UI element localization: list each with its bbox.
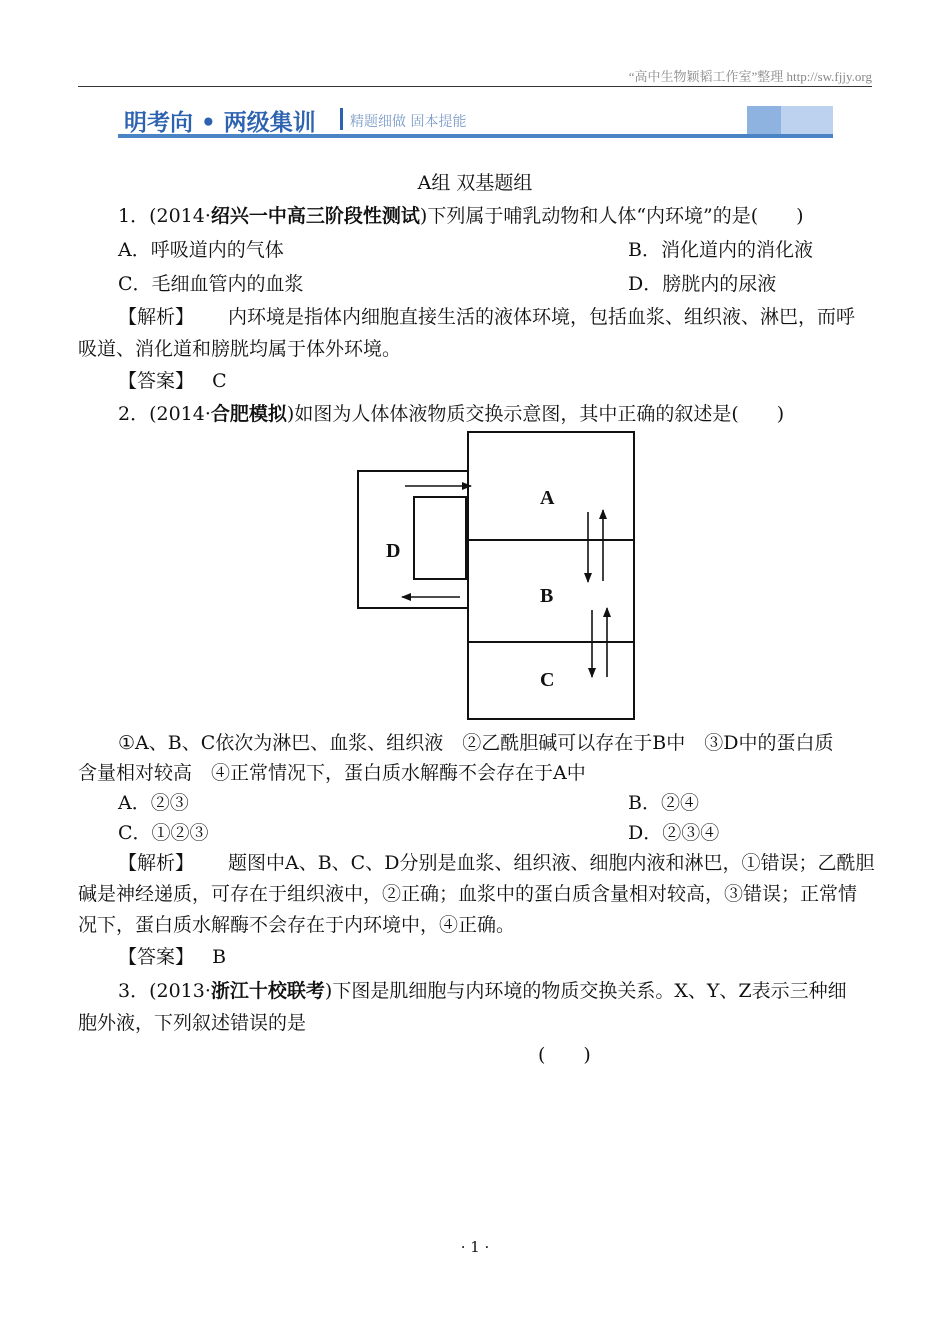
- q2-analysis-label: 【解析】: [118, 852, 195, 874]
- banner-title: 明考向 • 两级集训: [124, 110, 316, 136]
- q2-answer: [118, 942, 226, 969]
- banner-subtitle: 精题细做 固本提能: [350, 114, 467, 130]
- q1-number: 1．: [118, 205, 150, 227]
- q1-option-c: C．毛细血管内的血浆: [118, 273, 304, 295]
- q3-stem-text: )下图是肌细胞与内环境的物质交换关系。X、Y、Z表示三种细: [324, 980, 847, 1002]
- section-title: A组 双基题组: [417, 172, 533, 194]
- q2-stem: [118, 399, 784, 426]
- section-banner: [118, 104, 833, 138]
- q1-analysis-label: 【解析】: [118, 306, 195, 328]
- label-d: D: [386, 540, 401, 562]
- q2-analysis-line1: 题图中A、B、C、D分别是血浆、组织液、细胞内液和淋巴，①错误；乙酰胆: [228, 852, 875, 874]
- label-a: A: [540, 487, 555, 509]
- q3-stem-line2: 胞外液，下列叙述错误的是: [78, 1012, 307, 1034]
- q1-source-open: (2014·: [149, 205, 211, 227]
- banner-block-light: [781, 106, 833, 134]
- page-number: · 1 ·: [460, 1238, 490, 1256]
- q2-answer-value: B: [212, 946, 227, 968]
- q2-source-open: (2014·: [149, 403, 211, 425]
- banner-block-dark: [747, 106, 781, 134]
- q1-source-name: 绍兴一中高三阶段性测试: [210, 205, 420, 227]
- q2-option-a: A．②③: [118, 792, 189, 814]
- q1-stem: [118, 201, 804, 228]
- lymph-vessel-box: [414, 497, 466, 579]
- q1-answer-value: C: [212, 370, 227, 392]
- body-fluid-diagram: [340, 425, 650, 725]
- q2-option-c: C．①②③: [118, 822, 209, 844]
- q1-answer-label: 【答案】: [118, 370, 195, 392]
- q2-number: 2．: [118, 403, 150, 425]
- q1-option-d: D．膀胱内的尿液: [628, 273, 777, 295]
- q1-analysis-line1: 内环境是指体内细胞直接生活的液体环境，包括血浆、组织液、淋巴，而呼: [228, 306, 856, 328]
- q2-answer-label: 【答案】: [118, 946, 195, 968]
- q3-source-open: (2013·: [149, 980, 211, 1002]
- q1-option-b: B．消化道内的消化液: [628, 239, 813, 261]
- q2-analysis-line3: 况下，蛋白质水解酶不会存在于内环境中，④正确。: [78, 914, 516, 936]
- banner-divider: [340, 108, 343, 130]
- q3-number: 3．: [118, 980, 150, 1002]
- q1-analysis-line2: 吸道、消化道和膀胱均属于体外环境。: [78, 338, 402, 360]
- page-header-text: “高中生物颖韬工作室”整理 http://sw.fjjy.org: [628, 69, 872, 84]
- q1-stem-text: )下列属于哺乳动物和人体“内环境”的是( ): [419, 205, 804, 227]
- header-rule: [78, 86, 872, 87]
- q2-source-name: 合肥模拟: [210, 403, 287, 425]
- q2-statements-line1: ①A、B、C依次为淋巴、血浆、组织液 ②乙酰胆碱可以存在于B中 ③D中的蛋白质: [118, 732, 834, 754]
- q2-statements-line2: 含量相对较高 ④正常情况下，蛋白质水解酶不会存在于A中: [78, 762, 586, 784]
- q2-stem-text: )如图为人体体液物质交换示意图，其中正确的叙述是( ): [286, 403, 785, 425]
- q3-source-name: 浙江十校联考: [210, 980, 325, 1002]
- q2-option-d: D．②③④: [628, 822, 720, 844]
- q2-option-b: B．②④: [628, 792, 699, 814]
- q3-answer-paren: ( ): [538, 1044, 591, 1066]
- q1-answer: [118, 366, 227, 393]
- q2-analysis-line2: 碱是神经递质，可存在于组织液中，②正确；血浆中的蛋白质含量相对较高，③错误；正常情: [78, 883, 858, 905]
- q3-stem: [118, 976, 847, 1003]
- label-c: C: [540, 669, 555, 691]
- q1-option-a: A．呼吸道内的气体: [118, 239, 284, 261]
- label-b: B: [540, 585, 554, 607]
